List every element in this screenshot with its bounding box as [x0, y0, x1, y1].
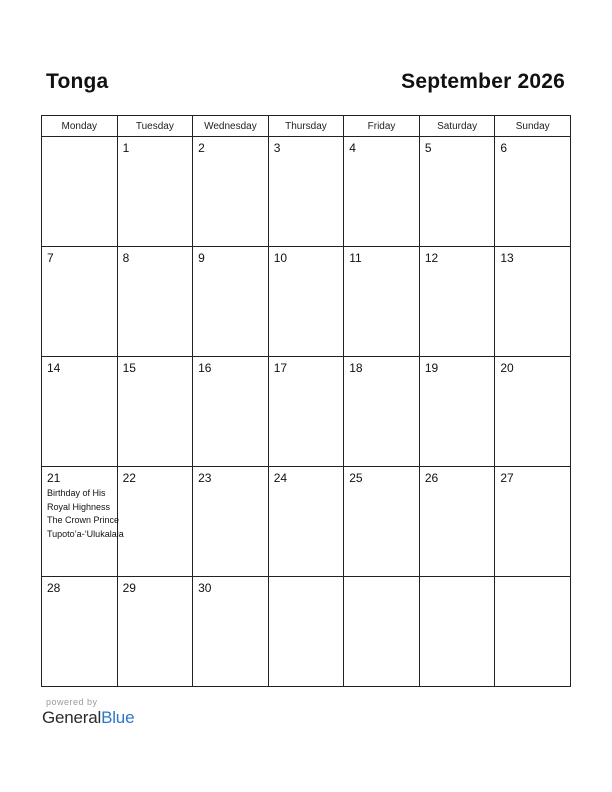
day-number — [420, 577, 495, 581]
generalblue-logo[interactable] — [42, 708, 134, 728]
day-number — [42, 137, 117, 141]
day-cell — [268, 137, 344, 247]
day-cell — [495, 467, 571, 577]
day-cell — [42, 247, 118, 357]
day-cell — [117, 247, 193, 357]
week-row — [42, 247, 571, 357]
day-number: 29 — [122, 581, 136, 595]
day-cell — [117, 467, 193, 577]
day-number: 3 — [273, 141, 281, 155]
day-cell — [419, 247, 495, 357]
day-number — [495, 577, 570, 581]
day-number: 23 — [198, 471, 212, 485]
day-cell — [117, 577, 193, 687]
day-cell — [495, 247, 571, 357]
weekday-header: Wednesday — [193, 116, 269, 137]
week-row — [42, 137, 571, 247]
day-cell — [193, 577, 269, 687]
day-number: 2 — [198, 141, 205, 155]
day-number: 21 — [47, 471, 61, 485]
day-cell — [193, 357, 269, 467]
day-number: 17 — [273, 361, 288, 375]
month-year-title: September 2026 — [401, 70, 565, 93]
day-cell — [419, 357, 495, 467]
day-number: 9 — [198, 251, 205, 265]
brand-blue-text: Blue — [101, 708, 135, 727]
day-cell — [268, 247, 344, 357]
day-cell — [344, 467, 420, 577]
day-number: 16 — [198, 361, 212, 375]
day-number: 7 — [47, 251, 54, 265]
day-number: 24 — [273, 471, 288, 485]
week-row — [42, 577, 571, 687]
day-cell — [193, 467, 269, 577]
day-number: 25 — [349, 471, 363, 485]
weekday-header: Saturday — [419, 116, 495, 137]
day-cell — [193, 247, 269, 357]
week-row — [42, 467, 571, 577]
day-number: 15 — [122, 361, 136, 375]
day-number: 20 — [500, 361, 514, 375]
day-cell — [42, 467, 124, 577]
day-number — [269, 577, 344, 581]
day-number: 13 — [500, 251, 514, 265]
day-number: 6 — [500, 141, 508, 155]
weekday-header: Monday — [42, 116, 118, 137]
day-number: 10 — [273, 251, 288, 265]
brand-general-text: General — [42, 708, 102, 727]
day-number: 5 — [424, 141, 432, 155]
day-cell — [268, 577, 344, 687]
day-cell — [495, 357, 571, 467]
day-cell — [495, 137, 571, 247]
day-cell — [42, 137, 118, 247]
weekday-header: Thursday — [268, 116, 344, 137]
day-cell — [495, 577, 571, 687]
day-number: 12 — [424, 251, 439, 265]
day-number: 18 — [349, 361, 363, 375]
day-number — [344, 577, 419, 581]
holiday-label: Birthday of His Royal Highness The Crown Prince Tupoto’a-‘Ulukalala — [47, 488, 124, 539]
week-row — [42, 357, 571, 467]
day-cell — [42, 357, 118, 467]
day-cell — [344, 247, 420, 357]
day-number: 28 — [47, 581, 61, 595]
day-cell — [193, 137, 269, 247]
day-cell — [419, 467, 495, 577]
weekday-header-row — [42, 116, 571, 137]
weekday-header: Tuesday — [117, 116, 193, 137]
day-number: 4 — [349, 141, 356, 155]
day-number: 1 — [122, 141, 130, 155]
day-cell — [344, 577, 420, 687]
calendar-grid — [41, 115, 571, 687]
day-number: 30 — [198, 581, 212, 595]
day-number: 8 — [122, 251, 130, 265]
day-cell — [419, 137, 495, 247]
country-title: Tonga — [46, 70, 109, 93]
weekday-header: Sunday — [495, 116, 571, 137]
day-cell — [117, 137, 193, 247]
day-cell — [268, 467, 344, 577]
day-number: 26 — [424, 471, 439, 485]
powered-by-label: powered by — [46, 697, 98, 707]
day-cell — [344, 137, 420, 247]
day-number: 22 — [122, 471, 136, 485]
day-number: 27 — [500, 471, 514, 485]
day-number: 19 — [424, 361, 439, 375]
day-cell — [42, 577, 118, 687]
day-cell — [268, 357, 344, 467]
day-cell — [419, 577, 495, 687]
day-cell — [344, 357, 420, 467]
weekday-header: Friday — [344, 116, 420, 137]
day-cell — [117, 357, 193, 467]
day-number: 14 — [47, 361, 61, 375]
day-number: 11 — [349, 251, 362, 265]
